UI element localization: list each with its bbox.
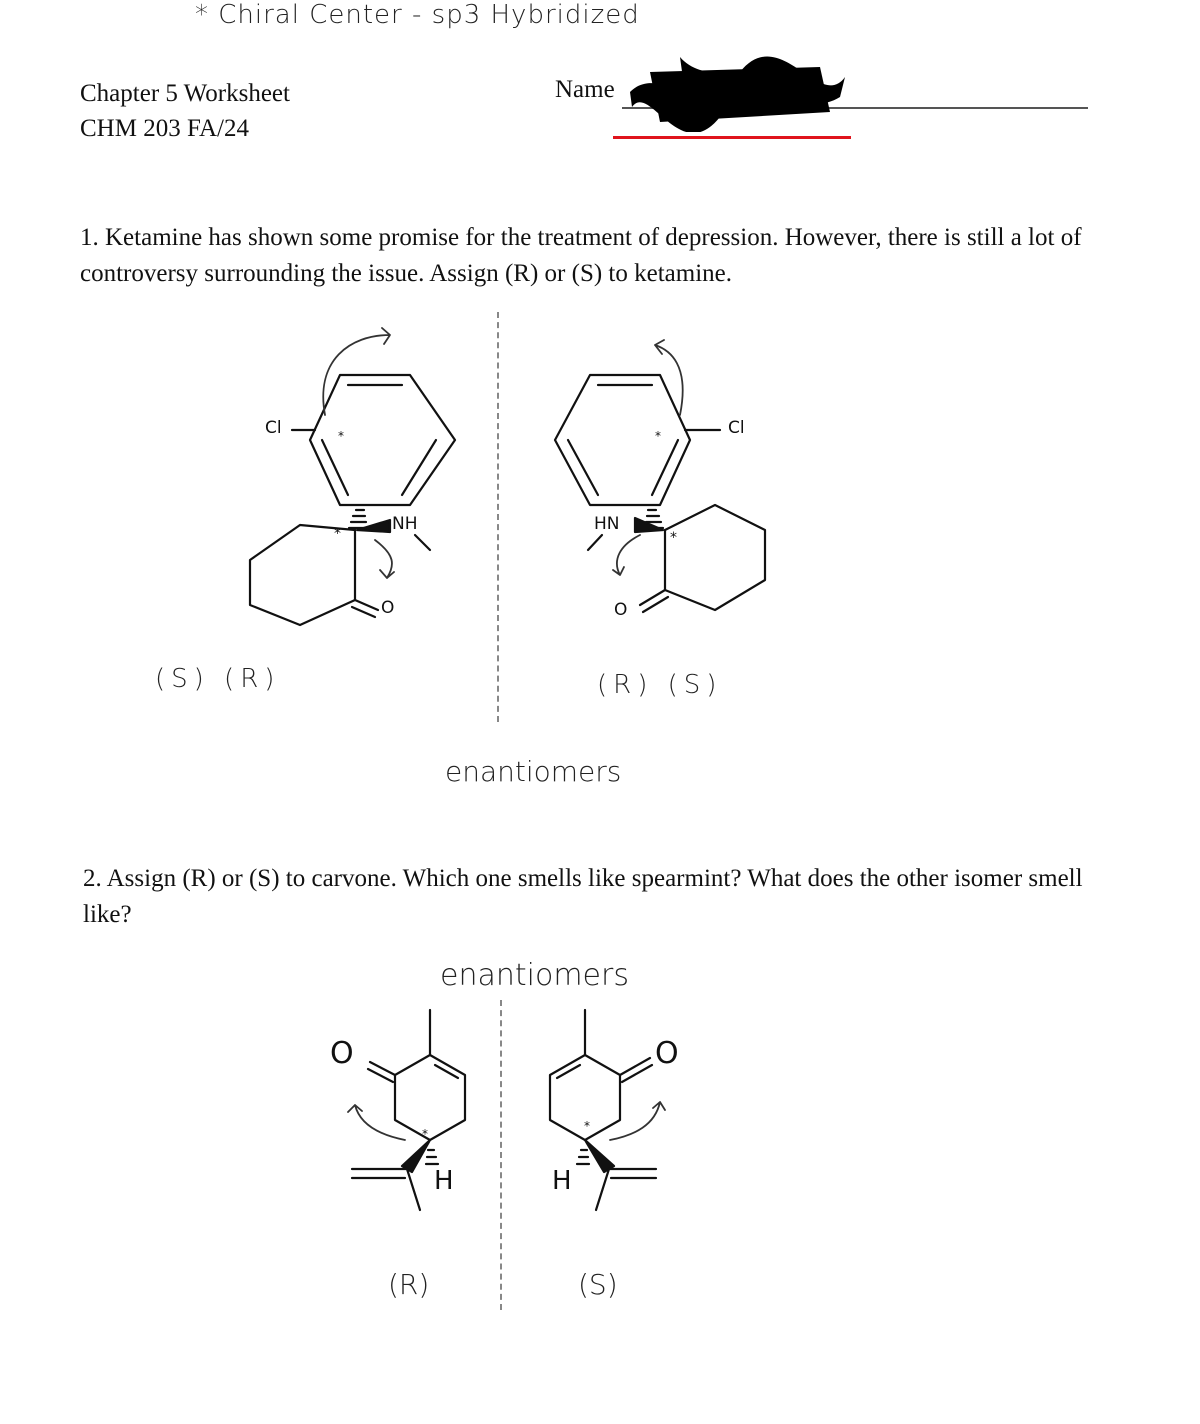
- worksheet-title: Chapter 5 Worksheet: [80, 80, 290, 107]
- left-carvone-o-label: O: [330, 1036, 354, 1071]
- question-1-text: 1. Ketamine has shown some promise for the treatment of depression. However, there is still a lot of controversy surrounding the issue. Assign (R) or (S) to ketamine.: [80, 224, 1082, 287]
- right-hn-label: HN: [594, 514, 620, 534]
- ketamine-right-structure: [540, 320, 870, 640]
- left-nh-label: NH: [392, 514, 418, 534]
- left-cl-label: Cl: [265, 418, 282, 438]
- ketamine-left-structure: [150, 320, 480, 640]
- mirror-plane-1: [497, 312, 499, 722]
- svg-text:*: *: [422, 1127, 428, 1141]
- q1-enantiomers-note: enantiomers: [445, 755, 622, 788]
- q2-enantiomers-note: enantiomers: [440, 958, 629, 993]
- left-carvone-h-label: H: [434, 1166, 454, 1196]
- right-ketamine-answer: (R) (S): [597, 670, 723, 700]
- right-o-label: O: [614, 600, 628, 620]
- right-cl-label: Cl: [728, 418, 745, 438]
- right-carvone-o-label: O: [655, 1036, 679, 1071]
- handwritten-note: * Chiral Center - sp3 Hybridized: [195, 0, 640, 30]
- svg-text:*: *: [655, 429, 661, 443]
- question-2-text: 2. Assign (R) or (S) to carvone. Which one smells like spearmint? What does the other isomer smell like?: [83, 865, 1083, 928]
- right-carvone-h-label: H: [552, 1166, 572, 1196]
- left-ketamine-answer: (S) (R): [155, 664, 281, 694]
- svg-text:*: *: [338, 429, 344, 443]
- svg-text:*: *: [670, 530, 677, 546]
- svg-text:*: *: [584, 1119, 590, 1133]
- carvone-right-structure: [520, 1000, 720, 1240]
- name-label: Name: [555, 76, 615, 103]
- mirror-plane-2: [500, 1000, 502, 1310]
- name-redaction-scribble: [620, 52, 850, 132]
- course-code: CHM 203 FA/24: [80, 115, 250, 142]
- left-o-label: O: [381, 598, 395, 618]
- right-carvone-answer: (S): [578, 1268, 618, 1301]
- left-carvone-answer: (R): [388, 1268, 430, 1301]
- red-underline: [613, 136, 851, 139]
- svg-text:*: *: [334, 526, 341, 542]
